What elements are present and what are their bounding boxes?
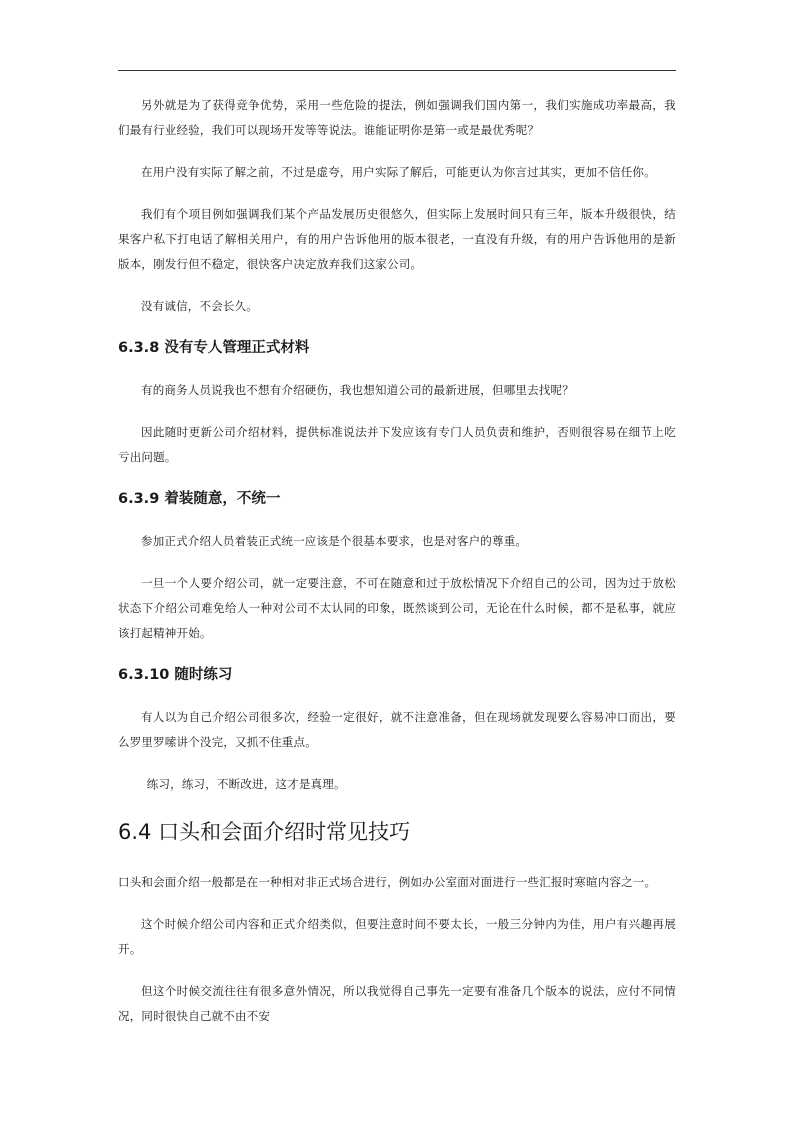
paragraph: 我们有个项目例如强调我们某个产品发展历史很悠久，但实际上发展时间只有三年，版本升级很快，结果客户私下打电话了解相关用户，有的用户告诉他用的版本很老，一直没有升级，有的用户告诉他用的是新版本，刚发行但不稳定，很快客户决定放弃我们这家公司。 (118, 207, 676, 271)
paragraph: 但这个时候交流往往有很多意外情况，所以我觉得自己事先一定要有准备几个版本的说法，应付不同情况，同时很快自己就不由不安 (118, 984, 676, 1023)
paragraph: 一旦一个人要介绍公司，就一定要注意，不可在随意和过于放松情况下介绍自己的公司，因为过于放松状态下介绍公司难免给人一种对公司不太认同的印象，既然谈到公司，无论在什么时候，都不是私事，就应该打起精神开始。 (118, 576, 676, 640)
subsection-heading: 6.3.10 随时练习 (118, 667, 233, 683)
paragraph: 有的商务人员说我也不想有介绍硬伤，我也想知道公司的最新进展，但哪里去找呢？ (141, 383, 574, 397)
subsection-heading: 6.3.9 着装随意，不统一 (118, 491, 281, 507)
header-rule (118, 70, 676, 71)
paragraph: 另外就是为了获得竞争优势，采用一些危险的提法，例如强调我们国内第一，我们实施成功率最高，我们最有行业经验，我们可以现场开发等等说法。谁能证明你是第一或是最优秀呢？ (118, 98, 676, 137)
paragraph: 因此随时更新公司介绍材料，提供标准说法并下发应该有专门人员负责和维护，否则很容易在细节上吃亏出问题。 (118, 425, 676, 464)
paragraph: 这个时候介绍公司内容和正式介绍类似，但要注意时间不要太长，一般三分钟内为佳，用户有兴趣再展开。 (118, 917, 676, 956)
page-content (118, 93, 676, 1023)
paragraph: 在用户没有实际了解之前，不过是虚夸，用户实际了解后，可能更认为你言过其实，更加不信任你。 (141, 165, 656, 179)
paragraph: 口头和会面介绍一般都是在一种相对非正式场合进行，例如办公室面对面进行一些汇报时寒暄内容之一。 (118, 875, 657, 889)
section-heading: 6.4 口头和会面介绍时常见技巧 (118, 820, 411, 844)
paragraph: 有人以为自己介绍公司很多次，经验一定很好，就不注意准备，但在现场就发现要么容易冲口而出，要么罗里罗嗦讲个没完，又抓不住重点。 (118, 710, 676, 749)
paragraph: 没有诚信，不会长久。 (141, 299, 258, 313)
subsection-heading: 6.3.8 没有专人管理正式材料 (118, 340, 310, 356)
paragraph: 参加正式介绍人员着装正式统一应该是个很基本要求，也是对客户的尊重。 (141, 534, 528, 548)
paragraph: 练习，练习，不断改进，这才是真理。 (146, 777, 346, 791)
